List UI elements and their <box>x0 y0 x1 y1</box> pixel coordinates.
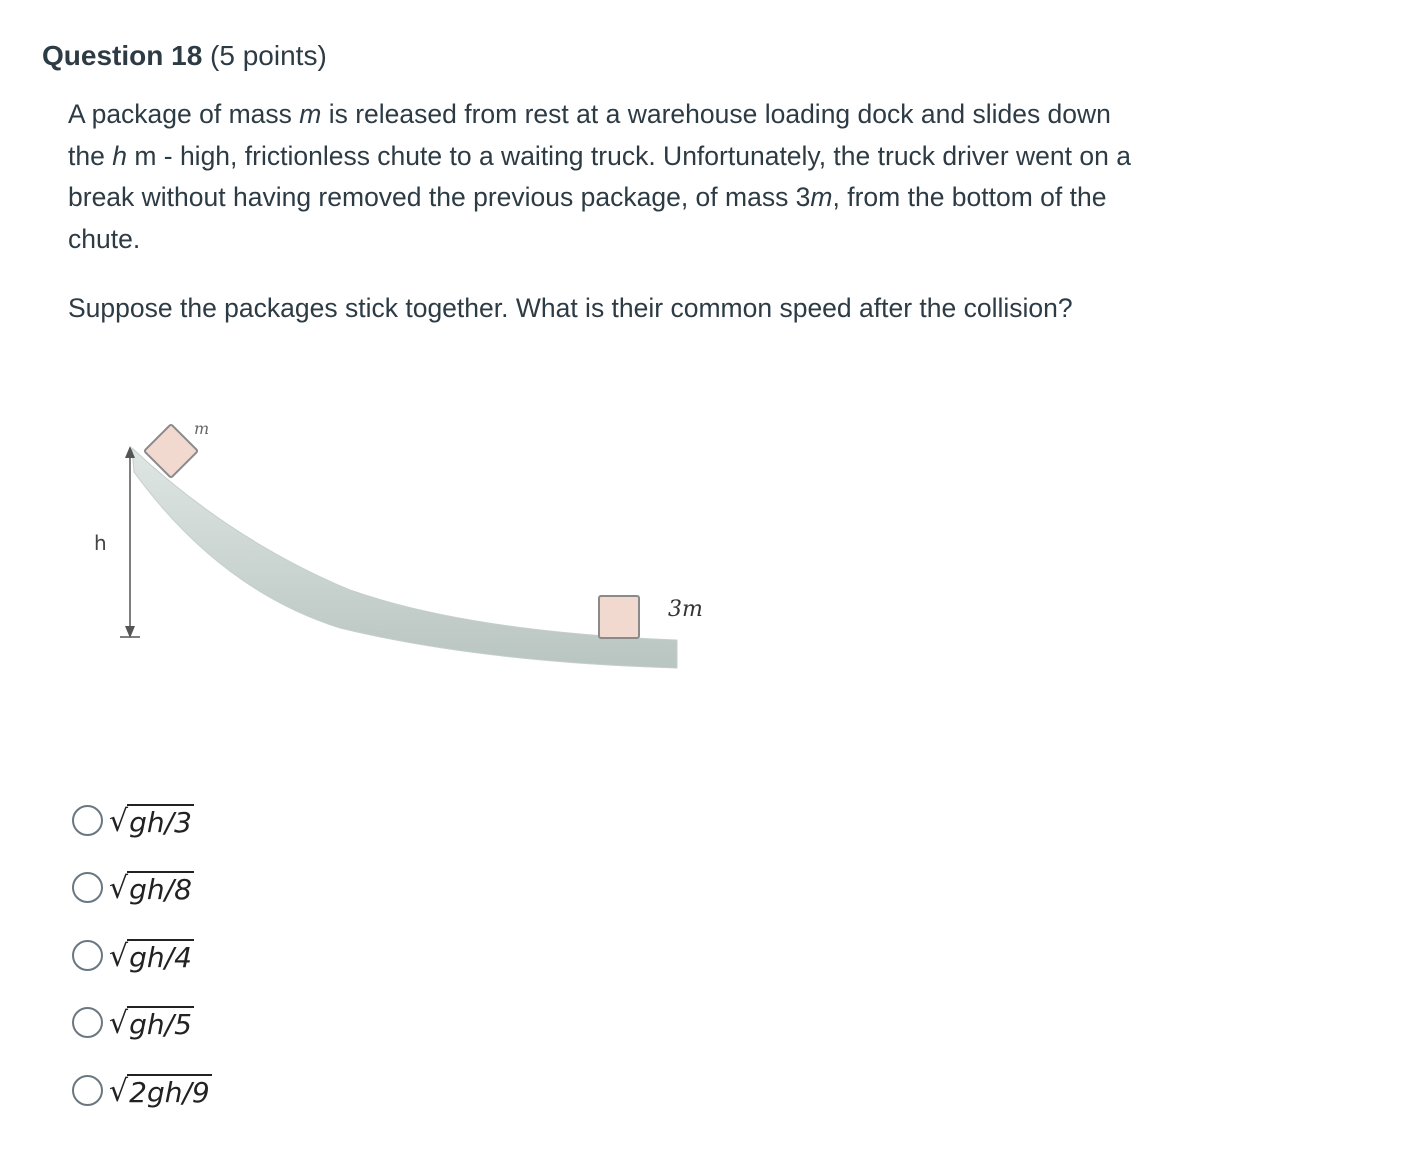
package-bottom <box>599 596 639 638</box>
answer-option[interactable] <box>72 1001 212 1045</box>
radio-button[interactable] <box>72 1007 103 1038</box>
question-body <box>68 94 1148 330</box>
answer-radicand: gh/4 <box>129 940 192 974</box>
sqrt-icon: √ <box>109 1073 129 1109</box>
package-bottom-label: 3m <box>668 597 703 622</box>
sqrt-icon: √ <box>109 1006 129 1041</box>
sqrt-icon: √ <box>109 871 129 906</box>
chute <box>132 448 677 668</box>
answer-radicand: 2gh/9 <box>129 1075 210 1109</box>
answer-option[interactable] <box>72 866 212 910</box>
radio-button[interactable] <box>72 940 103 971</box>
question-text-paragraph-1 <box>68 94 1148 260</box>
answer-math <box>109 804 194 837</box>
chute-diagram-svg <box>90 410 710 680</box>
math-variable: m <box>810 182 833 212</box>
text-run: A package of mass <box>68 99 300 129</box>
question-points: (5 points) <box>210 40 327 71</box>
text-run: m - high, frictionless chute to a waiting truck. Unfortunately, the truck driver went on a break without having removed the previous package, of mass 3 <box>68 140 1131 212</box>
question-title: Question 18 <box>42 40 203 71</box>
answer-math <box>109 939 194 972</box>
sqrt-icon: √ <box>109 938 129 974</box>
height-arrow-bottom <box>125 626 135 638</box>
radio-button[interactable] <box>72 1075 103 1106</box>
answer-radicand: gh/5 <box>129 1008 192 1041</box>
math-variable: h <box>112 140 127 171</box>
answer-options <box>72 798 212 1136</box>
height-label: h <box>94 531 107 555</box>
answer-math <box>109 871 194 904</box>
radio-button[interactable] <box>72 805 103 836</box>
answer-math <box>109 1074 212 1107</box>
answer-option[interactable] <box>72 798 212 842</box>
sqrt-icon: √ <box>109 803 129 839</box>
question-header <box>42 36 327 76</box>
answer-radicand: gh/8 <box>129 873 192 906</box>
math-variable: m <box>299 99 322 129</box>
answer-option[interactable] <box>72 933 212 977</box>
text-run: , from the bottom of the chute. <box>68 182 1107 254</box>
answer-option[interactable] <box>72 1068 212 1112</box>
text-run: is released from rest at a warehouse loading dock and slides down the <box>68 99 1111 171</box>
answer-math <box>109 1006 194 1039</box>
answer-radicand: gh/3 <box>129 805 192 839</box>
chute-diagram <box>90 410 710 680</box>
radio-button[interactable] <box>72 872 103 903</box>
package-top-label: m <box>194 419 210 438</box>
question-text-paragraph-2: Suppose the packages stick together. What is their common speed after the collision? <box>68 293 1073 323</box>
